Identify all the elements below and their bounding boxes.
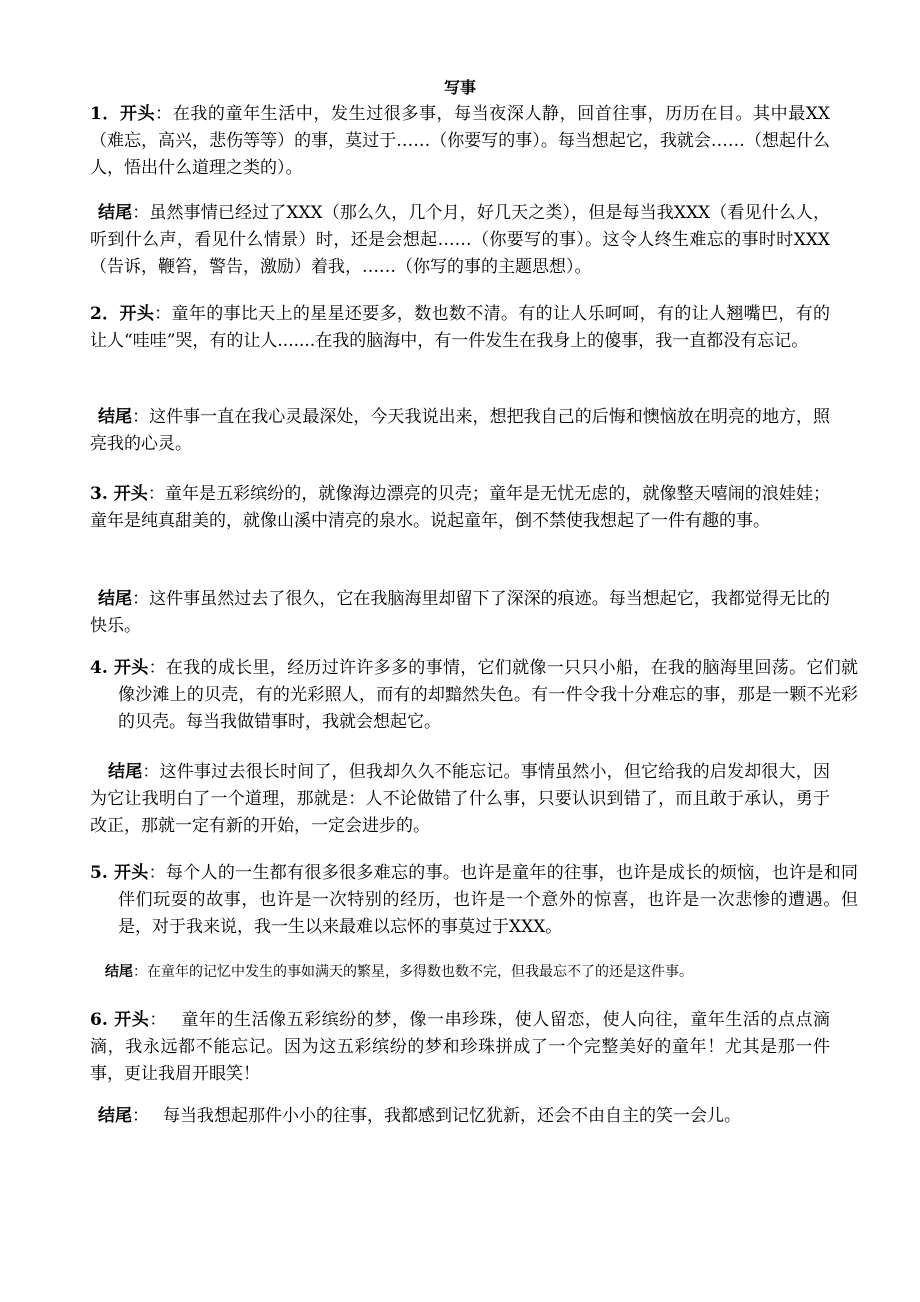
page-title: 写事 [443, 78, 476, 97]
ending-label: 结尾 [98, 1106, 132, 1126]
section-5-opening [90, 860, 858, 941]
section-6-ending [90, 1103, 830, 1130]
section-number: 6. [90, 1010, 115, 1030]
section-number: 1． [90, 104, 120, 124]
ending-text: 这件事一直在我心灵最深处，今天我说出来，想把我自己的后悔和懊恼放在明亮的地方，照亮我的心灵。 [90, 407, 831, 454]
section-4-opening [90, 655, 858, 736]
ending-separator: ： [132, 1106, 149, 1126]
ending-label: 结尾 [105, 964, 133, 980]
ending-label: 结尾 [98, 203, 133, 223]
opening-separator: ： [154, 304, 172, 324]
ending-separator: ： [133, 964, 147, 980]
section-number: 4. [90, 658, 114, 678]
section-number: 3. [90, 484, 114, 504]
section-2-opening [90, 301, 830, 355]
opening-text: 童年是五彩缤纷的，就像海边漂亮的贝壳；童年是无忧无虑的，就像整天嘻闹的浪娃娃；童年是纯真甜美的，就像山溪中清亮的泉水。说起童年，倒不禁使我想起了一件有趣的事。 [90, 484, 831, 531]
ending-separator: ： [132, 589, 150, 609]
opening-label: 开头 [119, 304, 155, 324]
ending-text: 这件事过去很长时间了，但我却久久不能忘记。事情虽然小，但它给我的启发却很大，因为它让我明白了一个道理，那就是：人不论做错了什么事，只要认识到错了，而且敢于承认，勇于改正，那就一定有新的开始，一定会进步的。 [90, 762, 831, 836]
opening-text: 每个人的一生都有很多很多难忘的事。也许是童年的往事，也许是成长的烦恼，也许是和同伴们玩耍的故事，也许是一次特别的经历，也许是一个意外的惊喜，也许是一次悲惨的遭遇。但是，对于我来说，我一生以来最难以忘怀的事莫过于XXX。 [118, 863, 859, 937]
opening-separator: ： [147, 484, 165, 504]
opening-text: 童年的事比天上的星星还要多，数也数不清。有的让人乐呵呵，有的让人翘嘴巴，有的让人“哇哇”哭，有的让人.......在我的脑海中，有一件发生在我身上的傻事，我一直都没有忘记。 [90, 304, 831, 351]
section-number: 5. [90, 863, 114, 883]
section-2-ending [90, 404, 830, 458]
opening-separator: ： [155, 104, 173, 124]
ending-label: 结尾 [98, 407, 133, 427]
opening-label: 开头 [114, 1010, 150, 1030]
opening-separator: ： [149, 1010, 167, 1030]
ending-label: 结尾 [98, 589, 133, 609]
section-4-ending [90, 759, 830, 840]
ending-label: 结尾 [108, 762, 143, 782]
section-number: 2． [90, 304, 120, 324]
opening-label: 开头 [113, 484, 148, 504]
opening-text: 童年的生活像五彩缤纷的梦，像一串珍珠，使人留恋，使人向往，童年生活的点点滴滴，我永远都不能忘记。因为这五彩缤纷的梦和珍珠拼成了一个完整美好的童年！尤其是那一件事，更让我眉开眼笑！ [90, 1010, 831, 1084]
ending-text: 虽然事情已经过了XXX（那么久，几个月，好几天之类），但是每当我XXX（看见什么人，听到什么声，看见什么情景）时，还是会想起……（你要写的事）。这令人终生难忘的事时时XXX（告诉，鞭笞，警告，激励）着我，……（你写的事的主题思想）。 [90, 203, 830, 277]
ending-separator: ： [132, 407, 150, 427]
ending-text: 这件事虽然过去了很久，它在我脑海里却留下了深深的痕迹。每当想起它，我都觉得无比的快乐。 [90, 589, 831, 636]
section-3-opening [90, 481, 830, 535]
opening-label: 开头 [113, 863, 149, 883]
opening-label: 开头 [113, 658, 149, 678]
opening-label: 开头 [120, 104, 156, 124]
section-6-opening [90, 1007, 830, 1088]
section-1-ending [90, 200, 830, 281]
section-1-opening [90, 101, 830, 182]
ending-separator: ： [132, 203, 150, 223]
section-3-ending [90, 586, 830, 640]
section-5-ending [105, 961, 835, 983]
opening-text: 在我的成长里，经历过许许多多的事情，它们就像一只只小船，在我的脑海里回荡。它们就像沙滩上的贝壳，有的光彩照人，而有的却黯然失色。有一件令我十分难忘的事，那是一颗不光彩的贝壳。每当我做错事时，我就会想起它。 [118, 658, 859, 732]
ending-separator: ： [142, 762, 160, 782]
opening-text: 在我的童年生活中，发生过很多事，每当夜深人静，回首往事，历历在目。其中最XX（难忘，高兴，悲伤等等）的事，莫过于……（你要写的事）。每当想起它，我就会……（想起什么人，悟出什么道理之类的）。 [90, 104, 830, 178]
ending-text: 在童年的记忆中发生的事如满天的繁星，多得数也数不完，但我最忘不了的还是这件事。 [147, 964, 693, 980]
opening-separator: ： [148, 658, 166, 678]
opening-separator: ： [148, 863, 166, 883]
ending-text: 每当我想起那件小小的往事，我都感到记忆犹新，还会不由自主的笑一会儿。 [163, 1106, 741, 1126]
